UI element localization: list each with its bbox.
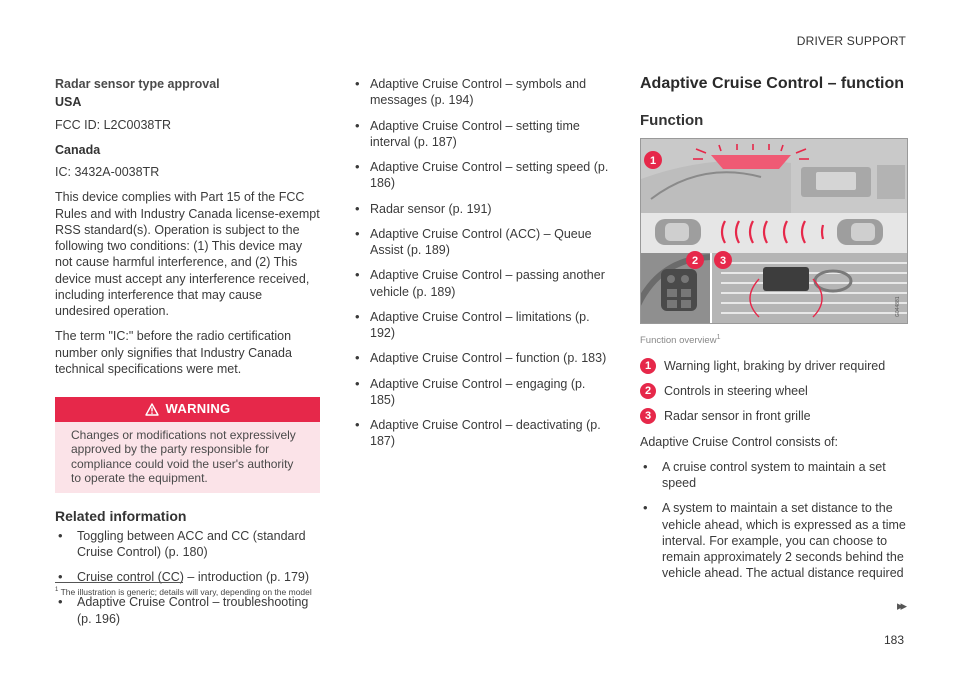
consists-list xyxy=(640,459,908,582)
canada-label: Canada xyxy=(55,142,101,157)
footnote: $^1$ The illustration is generic; details will vary, depending on the model xyxy=(55,587,312,597)
usa-label: USA xyxy=(55,95,82,110)
related-link[interactable]: • Adaptive Cruise Control – deactivating (p. 187) xyxy=(355,417,610,450)
legend-text: Controls in steering wheel xyxy=(664,384,808,399)
related-link[interactable]: • Adaptive Cruise Control – setting speed (p. 186) xyxy=(355,159,610,192)
footnote-rule xyxy=(55,582,183,583)
next-page-arrow-icon[interactable]: ▸▸ xyxy=(896,598,904,613)
warning-box xyxy=(55,397,320,493)
callout-2-label: 2 xyxy=(691,255,699,268)
ic-text: The term "IC:" before the radio certification number only signifies that Industry Canada technical specifications were met. xyxy=(55,329,292,376)
figure-caption: Function overview$^1$ xyxy=(640,334,721,347)
related-link[interactable]: • Adaptive Cruise Control – passing another vehicle (p. 189) xyxy=(355,267,610,300)
acc-illustration xyxy=(641,139,907,323)
ic-id: IC: 3432A-0038TR xyxy=(55,165,160,179)
running-header: DRIVER SUPPORT xyxy=(796,34,906,48)
legend-text: Warning light, braking by driver required xyxy=(664,358,886,373)
list-item: • A system to maintain a set distance to the vehicle ahead, which is expressed as a time interval. For example, you can choose to remain approximately 2 seconds behind the vehicle ahead. The actual distance required xyxy=(640,500,908,581)
callout-1-label: 1 xyxy=(649,155,657,168)
related-link[interactable]: • Adaptive Cruise Control – limitations (p. 192) xyxy=(355,309,610,342)
legend-item xyxy=(640,408,908,424)
related-information-title: Related information xyxy=(55,508,187,525)
section-title: Radar sensor type approval xyxy=(55,77,220,91)
warning-title: WARNING xyxy=(165,401,231,416)
article-title: Adaptive Cruise Control – function xyxy=(640,75,905,92)
legend-item xyxy=(640,383,908,399)
callout-3-label: 3 xyxy=(719,255,727,268)
legend-number: 3 xyxy=(640,408,656,424)
warning-header xyxy=(55,397,320,422)
warning-text: Changes or modifications not expressively approved by the party responsible for compliance could void the user's authority to operate the equipment. xyxy=(71,427,296,486)
related-list-middle xyxy=(355,76,610,450)
related-link[interactable]: • Adaptive Cruise Control – engaging (p. 185) xyxy=(355,376,610,409)
related-list-left xyxy=(55,528,320,627)
right-column xyxy=(640,74,908,591)
legend-number: 1 xyxy=(640,358,656,374)
page-number: 183 xyxy=(883,633,904,647)
left-column xyxy=(55,76,320,636)
middle-column xyxy=(355,76,610,459)
legend-text: Radar sensor in front grille xyxy=(664,409,811,424)
list-item: • A cruise control system to maintain a set speed xyxy=(640,459,908,492)
consists-intro: Adaptive Cruise Control consists of: xyxy=(640,434,839,449)
warning-triangle-icon xyxy=(145,403,159,416)
legend-number: 2 xyxy=(640,383,656,399)
related-link[interactable]: • Adaptive Cruise Control – symbols and messages (p. 194) xyxy=(355,76,610,109)
related-link[interactable]: • Adaptive Cruise Control (ACC) – Queue Assist (p. 189) xyxy=(355,226,610,259)
function-subtitle: Function xyxy=(640,111,704,129)
related-link[interactable]: • Adaptive Cruise Control – function (p. 183) xyxy=(355,350,610,366)
function-overview-illustration xyxy=(640,138,908,324)
figure-code: G044881 xyxy=(895,296,901,318)
related-link[interactable]: • Cruise control (CC) – introduction (p. 179) xyxy=(55,569,320,585)
fcc-id: FCC ID: L2C0038TR xyxy=(55,117,172,132)
related-link[interactable]: • Toggling between ACC and CC (standard Cruise Control) (p. 180) xyxy=(55,528,320,561)
legend-item xyxy=(640,358,908,374)
compliance-text: This device complies with Part 15 of the FCC Rules and with Industry Canada license-exempt RSS standard(s). Operation is subject to the following two conditions: (1) This device may not cause harmful interference, and (2) This device must accept any interference received, including interference that may cause undesired operation. xyxy=(55,190,320,318)
related-link[interactable]: • Adaptive Cruise Control – setting time interval (p. 187) xyxy=(355,118,610,151)
related-link[interactable]: • Radar sensor (p. 191) xyxy=(355,201,610,217)
related-link[interactable]: • Adaptive Cruise Control – troubleshooting (p. 196) xyxy=(55,594,320,627)
